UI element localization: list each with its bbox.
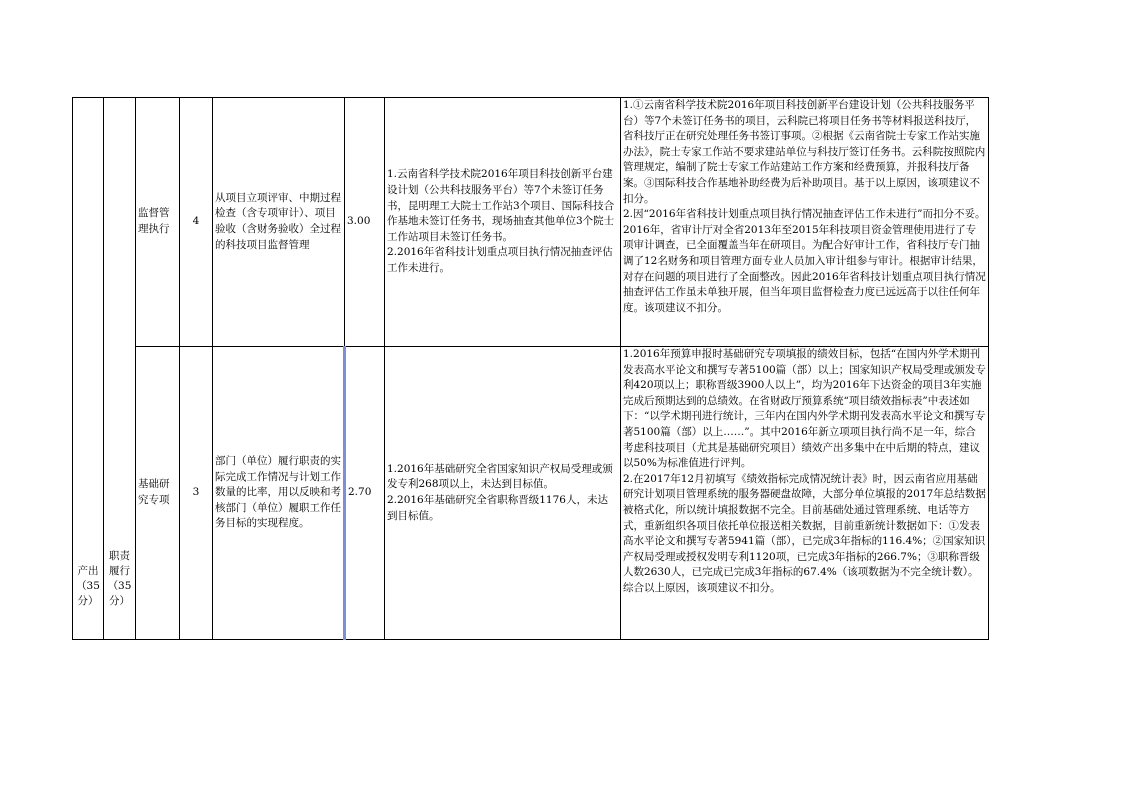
weight-cell (180, 347, 213, 640)
score-value: 3.00 (347, 215, 371, 228)
weight-value: 4 (192, 215, 200, 228)
description-cell (213, 347, 345, 640)
indicator-cell (136, 98, 180, 347)
table-row (73, 98, 989, 347)
issue-item: 1.2016年基础研究全省国家知识产权局受理或颁发专利268项以上，未达到目标值。 (387, 462, 613, 491)
evaluation-table (72, 97, 989, 640)
score-cell (345, 347, 385, 640)
issue-item: 1.云南省科学技术院2016年项目科技创新平台建设计划（公共科技服务平台）等7个未签订任务书，昆明理工大院士工作站3个项目、国际科技合作基地未签订任务书，现场抽查其他单位3个院士工作站项目未签订任务书。 (387, 168, 615, 243)
category-2-label: 职责履行（35分） (107, 550, 132, 607)
indicator-label: 监督管理执行 (138, 207, 170, 235)
category-1-cell (73, 98, 104, 640)
indicator-cell (136, 347, 180, 640)
weight-cell (180, 98, 213, 347)
reason-item: 2.因“2016年省科技计划重点项目执行情况抽查评估工作未进行”而扣分不妥。2016年，省审计厅对全省2013年至2015年科技项目资金管理使用进行了专项审计调查，已全面覆盖当年在研项目。为配合好审计工作，省科技厅专门抽调了12名财务和项目管理方面专业人员加入审计组参与审计。根据审计结果，对存在问题的项目进行了全面整改。因此2016年省科技计划重点项目执行情况抽查评估工作虽未单独开展，但当年项目监督检查力度已远远高于以往任何年度。该项建议不扣分。 (623, 208, 986, 314)
category-1-label: 产出（35分） (76, 565, 100, 607)
description-text: 从项目立项评审、中期过程检查（含专项审计）、项目验收（含财务验收）全过程的科技项目监督管理 (215, 191, 341, 251)
issues-cell (385, 347, 621, 640)
weight-value: 3 (192, 486, 200, 499)
issue-item: 2.2016年省科技计划重点项目执行情况抽查评估工作未进行。 (387, 246, 613, 274)
issue-item: 2.2016年基础研究全省职称晋级1176人，未达到目标值。 (387, 494, 608, 522)
indicator-label: 基础研究专项 (138, 478, 170, 506)
reason-item: 1.①云南省科学技术院2016年项目科技创新平台建设计划（公共科技服务平台）等7个未签订任务书的项目，云科院已将项目任务书等材料报送科技厅，省科技厅正在研究处理任务书签订事项。②根据《云南省院士专家工作站实施办法》，院士专家工作站不要求建站单位与科技厅签订任务书。云科院按照院内管理规定，编制了院士专家工作站建站工作方案和经费预算，并报科技厅备案。③国际科技合作基地补助经费为后补助项目。基于以上原因，该项建议不扣分。 (623, 99, 986, 205)
table-row (73, 347, 989, 640)
reason-item: 2.在2017年12月初填写《绩效指标完成情况统计表》时，因云南省应用基础研究计划项目管理系统的服务器硬盘故障，大部分单位填报的2017年总结数据被格式化，所以统计填报数据不完全。目前基础处通过管理系统、电话等方式，重新组织各项目依托单位报送相关数据，目前重新统计数据如下：①发表高水平论文和撰写专著5941篇（部），已完成3年指标的116.4%；②国家知识产权局受理或授权发明专利1120项，已完成3年指标的266.7%；③职称晋级人数2630人，已完成已完成3年指标的67.4%（该项数据为不完全统计数）。 (623, 472, 986, 579)
description-text: 部门（单位）履行职责的实际完成工作情况与计划工作数量的比率，用以反映和考核部门（单位）履职工作任务目标的实现程度。 (215, 455, 341, 530)
issues-cell (385, 98, 621, 347)
reason-item: 综合以上原因，该项建议不扣分。 (623, 581, 781, 594)
score-value: 2.70 (348, 486, 372, 499)
description-cell (213, 98, 345, 347)
category-2-cell (104, 98, 136, 640)
reasons-cell (621, 98, 989, 347)
reason-item: 1.2016年预算申报时基础研究专项填报的绩效目标，包括“在国内外学术期刊发表高水平论文和撰写专著5100篇（部）以上；国家知识产权局受理或颁发专利420项以上；职称晋级3900人以上”，均为2016年下达资金的项目3年实施完成后预期达到的总绩效。在省财政厅预算系统“项目绩效指标表”中表述如下：“以学术期刊进行统计，三年内在国内外学术期刊发表高水平论文和撰写专著5100篇（部）以上……”。其中2016年新立项项目执行尚不足一年，综合考虑科技项目（尤其是基础研究项目）绩效产出多集中在中后期的特点，建议以50%为标准值进行评判。 (623, 348, 986, 470)
reasons-cell (621, 347, 989, 640)
score-cell (345, 98, 385, 347)
